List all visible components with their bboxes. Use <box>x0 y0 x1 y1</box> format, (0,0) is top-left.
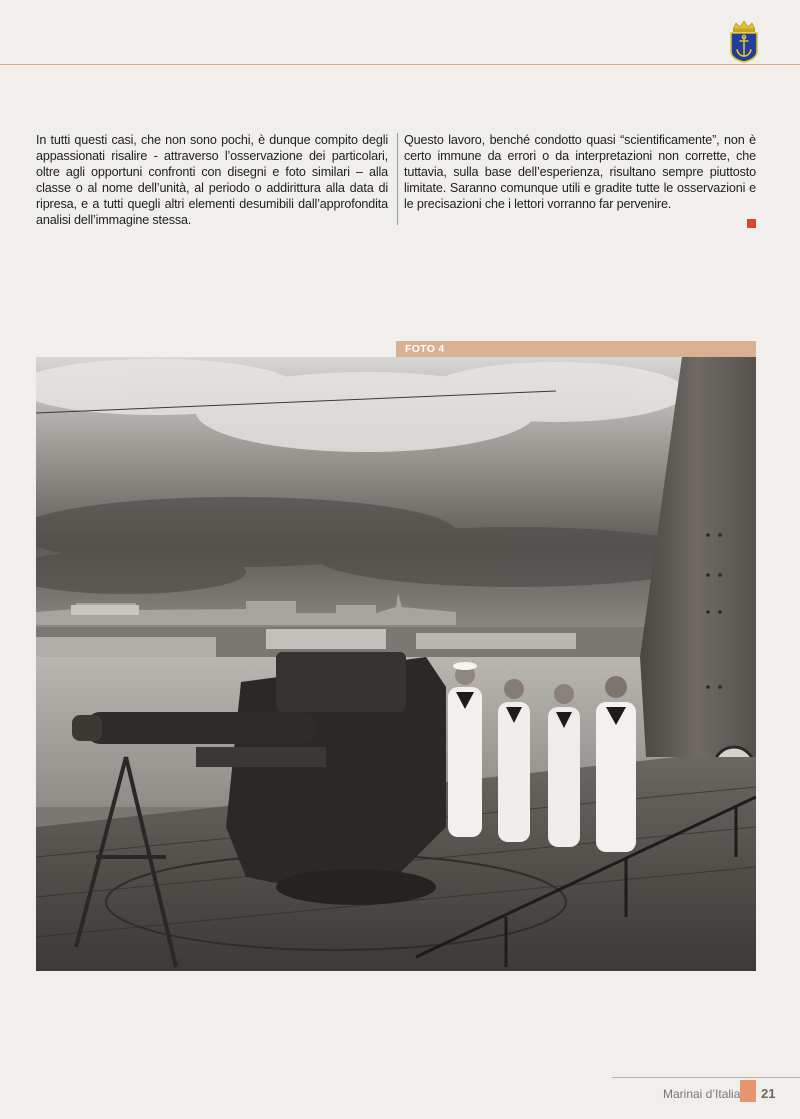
page-number: 21 <box>761 1086 776 1101</box>
article-column-right: Questo lavoro, benché condotto quasi “scientificamente”, non è certo immune da errori o da interpretazioni non corrette, che tuttavia, sulla base dell’esperienza, risultano sempre piuttosto limitate. Saranno comunque utili e gradite tutte le osservazioni e le precisazioni che i lettori vorranno far pervenire. <box>404 133 756 211</box>
footer-accent-square <box>740 1080 756 1102</box>
article-column-left: In tutti questi casi, che non sono pochi, è dunque compito degli appassionati risalire - attraverso l’osservazione dei particolari, oltre agli opportuni confronti con disegni e foto similari – alla classe o al nome dell’unità, al periodo o addirittura alla data di ripresa, e a tutti quegli altri elementi desumibili dall’approfondita analisi dell’immagine stessa. <box>36 133 388 227</box>
photo-submarine-gun-crew <box>36 357 756 971</box>
end-square-icon <box>747 219 756 228</box>
column-divider <box>397 133 398 225</box>
header-rule <box>0 64 800 65</box>
footer-magazine-title: Marinai d’Italia <box>663 1087 741 1101</box>
navy-crest-icon <box>729 19 759 63</box>
photo-label: FOTO 4 <box>396 341 756 357</box>
footer-rule <box>612 1077 800 1078</box>
